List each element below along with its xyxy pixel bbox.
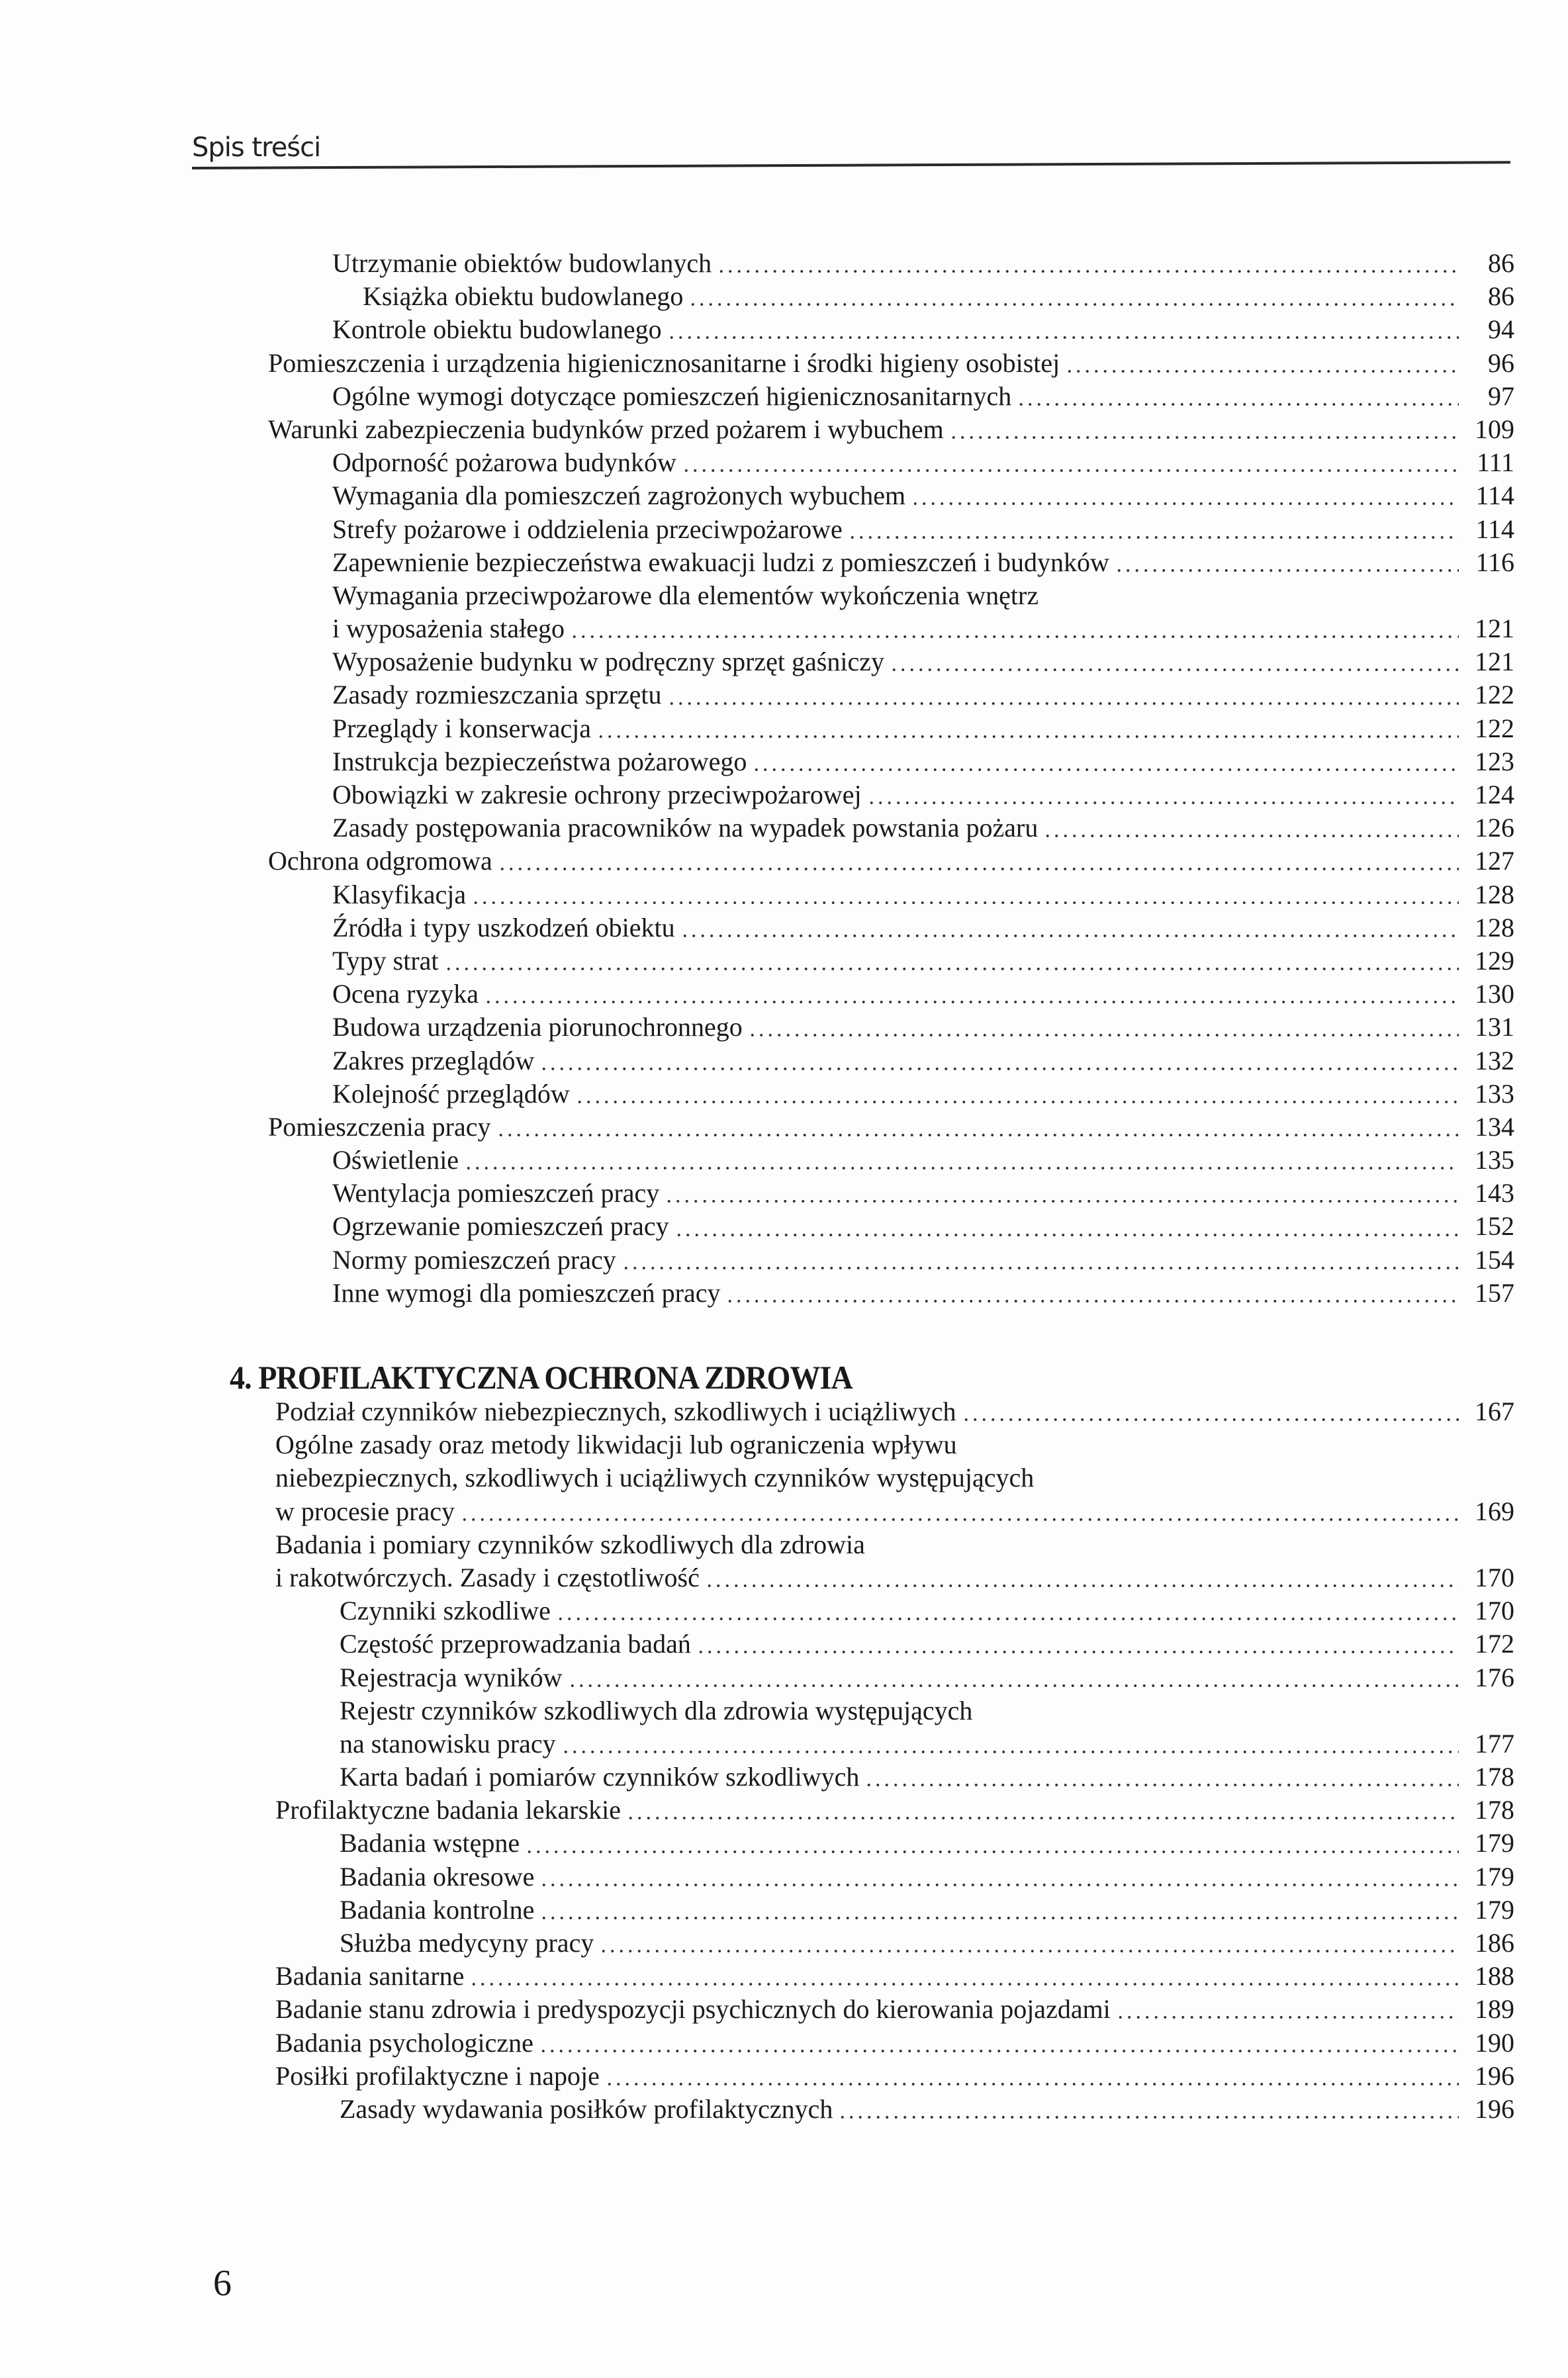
toc-entry-line <box>268 280 1514 313</box>
toc-page-number: 179 <box>1475 1861 1514 1892</box>
dot-leader <box>464 1165 1459 1171</box>
toc-entry-title: Wyposażenie budynku w podręczny sprzęt gaśniczy <box>332 647 884 677</box>
toc-page-number: 129 <box>1475 945 1514 976</box>
toc-page-number: 114 <box>1475 480 1514 511</box>
toc-entry-title: Posiłki profilaktyczne i napoje <box>275 2060 600 2091</box>
toc-entry <box>268 678 1514 711</box>
toc-entry-line <box>275 1528 1514 1561</box>
dot-leader <box>539 2048 1459 2054</box>
toc-entry-line <box>268 347 1514 380</box>
toc-entry <box>268 944 1514 978</box>
toc-entry-title: Książka obiektu budowlanego <box>363 281 684 312</box>
dot-leader <box>696 1649 1459 1655</box>
dot-leader <box>705 1582 1459 1589</box>
toc-entry <box>268 645 1514 678</box>
toc-page-number: 169 <box>1475 1496 1514 1526</box>
toc-page-number: 179 <box>1475 1894 1514 1925</box>
toc-entry-line <box>268 612 1514 645</box>
toc-entry-title: Badania kontrolne <box>340 1894 535 1925</box>
dot-leader <box>864 1782 1459 1788</box>
toc-entry <box>268 1177 1514 1210</box>
toc-page-number: 186 <box>1475 1928 1514 1958</box>
header-rule <box>192 161 1510 169</box>
toc-section-3-continued <box>268 247 1514 1310</box>
toc-entry <box>275 1694 1514 1761</box>
toc-page-number: 190 <box>1475 2027 1514 2058</box>
toc-entry-line <box>275 1561 1514 1594</box>
toc-page-number: 86 <box>1488 248 1514 278</box>
toc-entry-title: Ogólne zasady oraz metody likwidacji lub ograniczenia wpływu <box>275 1430 957 1460</box>
page-number: 6 <box>213 2263 232 2304</box>
toc-entry-title: Oświetlenie <box>332 1145 459 1175</box>
dot-leader <box>962 1416 1459 1423</box>
toc-page-number: 128 <box>1475 912 1514 942</box>
toc-entry-title: Zapewnienie bezpieczeństwa ewakuacji ludzi z pomieszczeń i budynków <box>332 547 1109 577</box>
toc-page-number: 94 <box>1488 314 1514 345</box>
toc-entry <box>268 878 1514 911</box>
toc-entry-title: Ocena ryzyka <box>332 979 479 1009</box>
dot-leader <box>665 1198 1459 1205</box>
toc-entry-title: Ochrona odgromowa <box>268 846 492 876</box>
toc-page-number: 135 <box>1475 1145 1514 1175</box>
toc-entry-line <box>275 2060 1514 2093</box>
toc-entry <box>268 313 1514 346</box>
toc-page-number: 122 <box>1475 680 1514 710</box>
toc-page-number: 127 <box>1475 846 1514 876</box>
toc-entry <box>268 1044 1514 1077</box>
dot-leader <box>667 700 1459 707</box>
dot-leader <box>911 500 1459 507</box>
toc-entry <box>268 446 1514 479</box>
toc-section-4 <box>275 1395 1514 2126</box>
toc-entry-line <box>268 513 1514 546</box>
toc-page-number: 178 <box>1475 1762 1514 1792</box>
dot-leader <box>1116 2014 1459 2021</box>
toc-entry <box>275 1761 1514 1794</box>
toc-page-number: 86 <box>1488 281 1514 312</box>
toc-entry-line <box>275 1495 1514 1528</box>
toc-entry-title: Badania i pomiary czynników szkodliwych dla zdrowia <box>275 1529 865 1559</box>
toc-entry-title: Zakres przeglądów <box>332 1045 535 1075</box>
toc-entry <box>268 546 1514 579</box>
toc-entry-line <box>275 1661 1514 1694</box>
dot-leader <box>680 933 1459 939</box>
toc-entry <box>268 1011 1514 1044</box>
toc-entry-title: Obowiązki w zakresie ochrony przeciwpożarowej <box>332 780 862 809</box>
dot-leader <box>1115 567 1459 574</box>
toc-entry-title: Służba medycyny pracy <box>340 1928 594 1958</box>
toc-entry <box>275 1927 1514 1960</box>
toc-entry <box>275 2027 1514 2060</box>
dot-leader <box>561 1749 1459 1755</box>
toc-entry-line <box>268 579 1514 612</box>
toc-entry-title: Inne wymogi dla pomieszczeń pracy <box>332 1277 721 1308</box>
toc-entry-line <box>268 1177 1514 1210</box>
dot-leader <box>674 1232 1459 1238</box>
toc-page-number: 132 <box>1475 1045 1514 1075</box>
dot-leader <box>1017 401 1459 408</box>
dot-leader <box>556 1616 1459 1622</box>
toc-page-number: 189 <box>1475 1994 1514 2025</box>
toc-entry <box>275 1960 1514 1993</box>
toc-entry <box>275 1395 1514 1428</box>
dot-leader <box>539 1066 1459 1072</box>
dot-leader <box>752 766 1459 773</box>
toc-entry-title: i wyposażenia stałego <box>332 614 565 644</box>
toc-entry-line <box>268 978 1514 1011</box>
toc-entry-line <box>268 380 1514 413</box>
toc-entry-line <box>275 1860 1514 1894</box>
toc-entry-title: Czynniki szkodliwe <box>340 1596 551 1626</box>
dot-leader <box>444 966 1459 972</box>
toc-entry <box>268 1144 1514 1177</box>
toc-page-number: 130 <box>1475 979 1514 1009</box>
toc-entry-title: Badania okresowe <box>340 1861 535 1892</box>
toc-entry <box>268 380 1514 413</box>
toc-entry-title: Badania psychologiczne <box>275 2027 533 2058</box>
toc-entry-line <box>275 1794 1514 1827</box>
toc-entry-line <box>268 745 1514 778</box>
toc-page-number: 179 <box>1475 1828 1514 1858</box>
toc-page-number: 177 <box>1475 1728 1514 1759</box>
toc-entry <box>268 413 1514 446</box>
toc-entry <box>275 1827 1514 1860</box>
toc-page-number: 96 <box>1488 347 1514 378</box>
toc-entry <box>275 2060 1514 2093</box>
toc-page-number: 157 <box>1475 1277 1514 1308</box>
toc-entry-title: Częstość przeprowadzania badań <box>340 1629 691 1659</box>
toc-entry-title: Kontrole obiektu budowlanego <box>332 314 662 345</box>
toc-entry-title: Rejestr czynników szkodliwych dla zdrowia występujących <box>340 1695 973 1725</box>
toc-entry-line <box>275 1594 1514 1627</box>
dot-leader <box>525 1849 1459 1855</box>
toc-entry-line <box>275 1428 1514 1461</box>
dot-leader <box>626 1815 1459 1821</box>
toc-entry-title: Klasyfikacja <box>332 879 467 909</box>
toc-entry-line <box>268 944 1514 978</box>
toc-entry-title: Wymagania dla pomieszczeń zagrożonych wybuchem <box>332 480 906 511</box>
toc-entry-title: Rejestracja wyników <box>340 1662 563 1692</box>
toc-entry-line <box>268 878 1514 911</box>
toc-page-number: 121 <box>1475 647 1514 677</box>
dot-leader <box>498 866 1459 872</box>
dot-leader <box>471 899 1459 906</box>
toc-entry-line <box>268 678 1514 711</box>
toc-entry-line <box>268 911 1514 944</box>
toc-entry-title: Zasady postępowania pracowników na wypadek powstania pożaru <box>332 813 1038 843</box>
toc-entry <box>275 1594 1514 1627</box>
toc-entry-title: Normy pomieszczeń pracy <box>332 1244 616 1275</box>
dot-leader <box>717 268 1459 275</box>
dot-leader <box>469 1981 1459 1988</box>
toc-entry-line <box>268 446 1514 479</box>
toc-entry <box>268 745 1514 778</box>
toc-entry <box>275 1894 1514 1927</box>
dot-leader <box>539 1882 1459 1888</box>
toc-entry <box>268 579 1514 645</box>
toc-page-number: 114 <box>1475 514 1514 544</box>
toc-entry-title: Profilaktyczne badania lekarskie <box>275 1795 621 1825</box>
toc-page-number: 178 <box>1475 1795 1514 1825</box>
toc-page-number: 170 <box>1475 1562 1514 1592</box>
toc-entry <box>275 1528 1514 1594</box>
toc-entry <box>275 1794 1514 1827</box>
toc-entry-line <box>268 1144 1514 1177</box>
toc-entry-line <box>268 1244 1514 1277</box>
toc-page-number: 116 <box>1475 547 1514 577</box>
toc-page-number: 154 <box>1475 1244 1514 1275</box>
dot-leader <box>496 1132 1459 1138</box>
toc-entry <box>275 1860 1514 1894</box>
toc-page-number: 133 <box>1475 1078 1514 1109</box>
toc-entry-line <box>275 1461 1514 1494</box>
toc-entry-line <box>275 1395 1514 1428</box>
toc-entry <box>268 1277 1514 1310</box>
toc-entry-line <box>268 479 1514 512</box>
toc-entry-line <box>268 1111 1514 1144</box>
toc-entry-title: Typy strat <box>332 945 439 976</box>
toc-entry <box>275 2093 1514 2126</box>
toc-page-number: 143 <box>1475 1178 1514 1209</box>
toc-entry <box>268 1210 1514 1243</box>
dot-leader <box>622 1265 1459 1271</box>
toc-entry <box>268 347 1514 380</box>
dot-leader <box>688 301 1459 308</box>
toc-entry-title: Zasady wydawania posiłków profilaktycznych <box>340 2093 833 2124</box>
toc-entry-line <box>275 1694 1514 1727</box>
toc-entry-line <box>268 1077 1514 1111</box>
toc-page-number: 176 <box>1475 1662 1514 1692</box>
toc-page-number: 123 <box>1475 746 1514 776</box>
toc-entry <box>268 280 1514 313</box>
toc-entry-title: Przeglądy i konserwacja <box>332 713 591 743</box>
toc-page-number: 170 <box>1475 1596 1514 1626</box>
toc-entry-line <box>268 1044 1514 1077</box>
toc-entry-title: Strefy pożarowe i oddzielenia przeciwpożarowe <box>332 514 843 544</box>
dot-leader <box>575 1099 1459 1105</box>
toc-entry-line <box>268 1011 1514 1044</box>
dot-leader <box>848 534 1459 541</box>
toc-entry-title: Podział czynników niebezpiecznych, szkodliwych i uciążliwych <box>275 1396 956 1426</box>
toc-page-number: 134 <box>1475 1111 1514 1142</box>
toc-entry-line <box>275 1727 1514 1761</box>
toc-page-number: 188 <box>1475 1961 1514 1991</box>
toc-entry-title: Utrzymanie obiektów budowlanych <box>332 248 712 278</box>
dot-leader <box>949 434 1459 441</box>
toc-page-number: 126 <box>1475 813 1514 843</box>
toc-entry <box>268 1077 1514 1111</box>
toc-entry-line <box>275 1927 1514 1960</box>
toc-entry-title: Instrukcja bezpieczeństwa pożarowego <box>332 746 747 776</box>
dot-leader <box>682 467 1459 474</box>
toc-page-number: 109 <box>1475 414 1514 444</box>
toc-entry-title: Badania wstępne <box>340 1828 520 1858</box>
toc-entry <box>268 247 1514 280</box>
toc-page-number: 167 <box>1475 1396 1514 1426</box>
toc-entry-line <box>275 1627 1514 1661</box>
toc-entry-title: Warunki zabezpieczenia budynków przed pożarem i wybuchem <box>268 414 944 444</box>
running-head-title: Spis treści <box>192 132 321 163</box>
toc-entry-title: Pomieszczenia pracy <box>268 1111 491 1142</box>
dot-leader <box>570 633 1459 640</box>
toc-entry-line <box>268 1277 1514 1310</box>
toc-entry-line <box>268 712 1514 745</box>
toc-entry <box>275 1627 1514 1661</box>
toc-entry-title: Badania sanitarne <box>275 1961 465 1991</box>
toc-page-number: 111 <box>1476 447 1514 478</box>
dot-leader <box>667 334 1459 341</box>
toc-entry-title: Odporność pożarowa budynków <box>332 447 676 478</box>
dot-leader <box>838 2114 1459 2121</box>
toc-entry-line <box>268 313 1514 346</box>
dot-leader <box>484 999 1459 1005</box>
toc-entry-title: Zasady rozmieszczania sprzętu <box>332 680 662 710</box>
toc-entry-title: niebezpiecznych, szkodliwych i uciążliwych czynników występujących <box>275 1463 1035 1493</box>
dot-leader <box>596 733 1459 740</box>
toc-page-number: 124 <box>1475 780 1514 809</box>
toc-page-number: 196 <box>1475 2093 1514 2124</box>
toc-entry-line <box>268 546 1514 579</box>
toc-page-number: 131 <box>1475 1012 1514 1042</box>
toc-entry-title: Pomieszczenia i urządzenia higienicznosanitarne i środki higieny osobistej <box>268 347 1060 378</box>
dot-leader <box>1065 368 1459 375</box>
toc-entry <box>268 479 1514 512</box>
toc-page-number: 152 <box>1475 1211 1514 1242</box>
toc-entry-line <box>268 645 1514 678</box>
toc-entry-title: Badanie stanu zdrowia i predyspozycji psychicznych do kierowania pojazdami <box>275 1994 1111 2025</box>
toc-entry <box>268 1111 1514 1144</box>
toc-entry-line <box>275 2093 1514 2126</box>
toc-entry-line <box>268 247 1514 280</box>
toc-page-number: 97 <box>1488 381 1514 411</box>
toc-page-number: 172 <box>1475 1629 1514 1659</box>
dot-leader <box>599 1948 1459 1954</box>
toc-entry-line <box>275 2027 1514 2060</box>
toc-entry <box>268 712 1514 745</box>
toc-page-number: 122 <box>1475 713 1514 743</box>
toc-entry <box>268 845 1514 878</box>
toc-entry <box>268 911 1514 944</box>
toc-entry-title: w procesie pracy <box>275 1496 455 1526</box>
toc-entry-title: Źródła i typy uszkodzeń obiektu <box>332 912 675 942</box>
toc-entry <box>268 513 1514 546</box>
toc-entry-title: Wentylacja pomieszczeń pracy <box>332 1178 660 1209</box>
dot-leader <box>539 1915 1459 1921</box>
toc-entry-title: i rakotwórczych. Zasady i częstotliwość <box>275 1562 700 1592</box>
toc-entry-title: Wymagania przeciwpożarowe dla elementów wykończenia wnętrz <box>332 580 1039 610</box>
toc-entry-title: na stanowisku pracy <box>340 1728 556 1759</box>
dot-leader <box>725 1298 1459 1304</box>
toc-entry-title: Kolejność przeglądów <box>332 1078 570 1109</box>
dot-leader <box>867 800 1459 806</box>
chapter-heading: 4. PROFILAKTYCZNA OCHRONA ZDROWIA <box>230 1359 853 1396</box>
dot-leader <box>1043 833 1459 839</box>
dot-leader <box>460 1516 1459 1523</box>
toc-entry <box>268 1244 1514 1277</box>
toc-entry-line <box>275 1761 1514 1794</box>
toc-entry-line <box>268 1210 1514 1243</box>
dot-leader <box>890 666 1459 673</box>
toc-entry-line <box>268 413 1514 446</box>
toc-page-number: 121 <box>1475 614 1514 644</box>
dot-leader <box>605 2081 1459 2087</box>
toc-entry <box>275 1428 1514 1528</box>
toc-entry <box>268 978 1514 1011</box>
toc-entry-title: Karta badań i pomiarów czynników szkodliwych <box>340 1762 860 1792</box>
toc-entry-line <box>268 845 1514 878</box>
toc-entry <box>275 1661 1514 1694</box>
toc-entry-title: Ogólne wymogi dotyczące pomieszczeń higienicznosanitarnych <box>332 381 1012 411</box>
toc-entry-line <box>275 1960 1514 1993</box>
toc-entry-line <box>275 1894 1514 1927</box>
toc-entry-title: Ogrzewanie pomieszczeń pracy <box>332 1211 669 1242</box>
toc-entry <box>268 811 1514 845</box>
toc-entry-line <box>268 811 1514 845</box>
toc-entry-line <box>275 1827 1514 1860</box>
toc-entry-line <box>268 778 1514 811</box>
toc-entry-title: Budowa urządzenia piorunochronnego <box>332 1012 743 1042</box>
toc-page-number: 128 <box>1475 879 1514 909</box>
toc-entry <box>268 778 1514 811</box>
toc-page-number: 196 <box>1475 2060 1514 2091</box>
toc-entry <box>275 1993 1514 2026</box>
dot-leader <box>748 1032 1459 1038</box>
toc-entry-line <box>275 1993 1514 2026</box>
dot-leader <box>568 1682 1459 1689</box>
